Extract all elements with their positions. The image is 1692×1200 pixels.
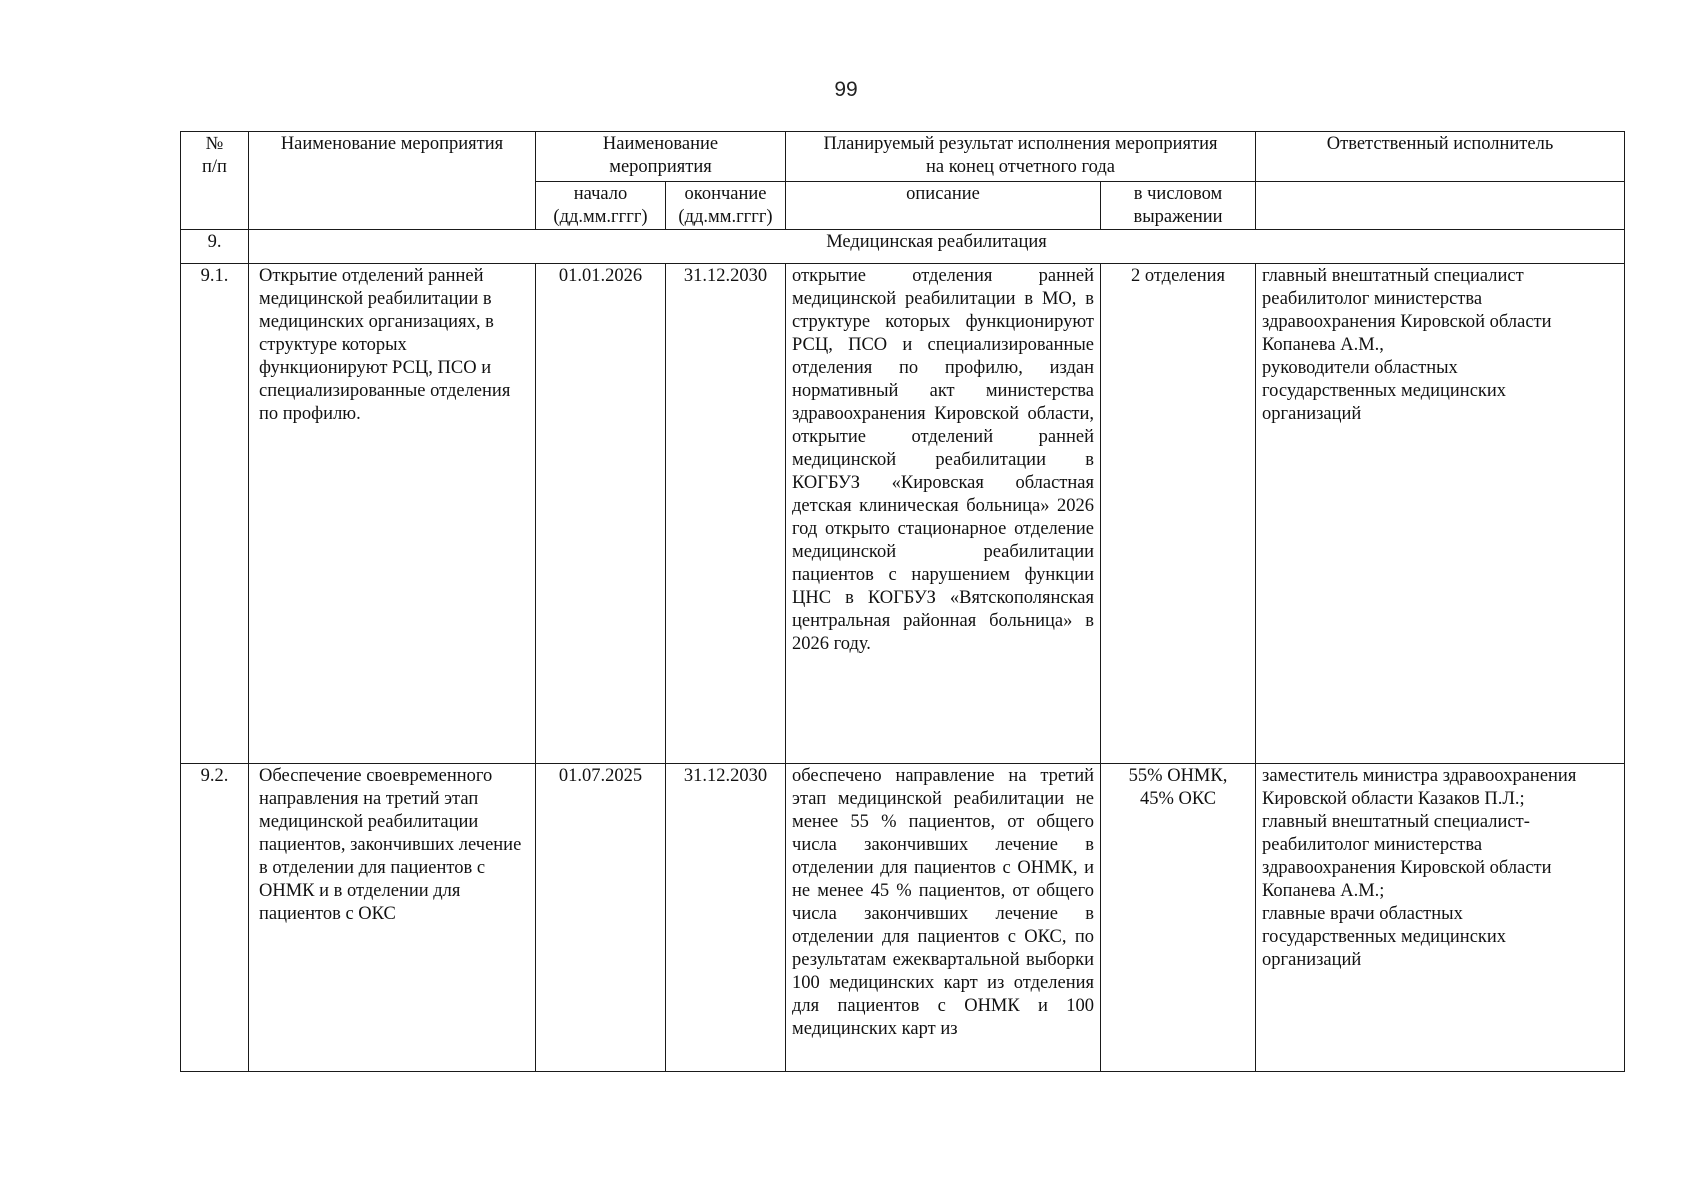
header-event-name: Наименование мероприятия xyxy=(249,132,536,230)
header-result-group: Планируемый результат исполнения мероприятия на конец отчетного года xyxy=(786,132,1256,182)
section-title: Медицинская реабилитация xyxy=(249,230,1625,264)
row-start-date: 01.07.2025 xyxy=(536,764,666,1072)
table-row xyxy=(181,264,1625,764)
row-responsible: главный внештатный специалист реабилитолог министерства здравоохранения Кировской области Копанева А.М., руководители областных государственных медицинских организаций xyxy=(1256,264,1625,764)
header-responsible: Ответственный исполнитель xyxy=(1256,132,1625,182)
row-num: 9.1. xyxy=(181,264,249,764)
header-num: № п/п xyxy=(181,132,249,230)
header-description: описание xyxy=(786,182,1101,230)
row-description: обеспечено направление на третий этап медицинской реабилитации не менее 55 % пациентов, от общего числа закончивших лечение в отделении для пациентов с ОНМК, и не менее 45 % пациентов, от общего числа закончивших лечение в отделении для пациентов с ОКС, по результатам ежеквартальной выборки 100 медицинских карт из отделения для пациентов с ОНМК и 100 медицинских карт из xyxy=(786,764,1101,1072)
header-empty-cell xyxy=(1256,182,1625,230)
row-end-date: 31.12.2030 xyxy=(666,264,786,764)
row-event-name: Обеспечение своевременного направления на третий этап медицинской реабилитации пациентов, закончивших лечение в отделении для пациентов с ОНМК и в отделении для пациентов с ОКС xyxy=(249,764,536,1072)
row-responsible: заместитель министра здравоохранения Кировской области Казаков П.Л.; главный внештатный специалист- реабилитолог министерства здравоохранения Кировской области Копанева А.М.; главные врачи областных государственных медицинских организаций xyxy=(1256,764,1625,1072)
page-number: 99 xyxy=(834,78,858,101)
header-end: окончание (дд.мм.гггг) xyxy=(666,182,786,230)
header-numeric: в числовом выражении xyxy=(1101,182,1256,230)
header-deadline-group: Наименование мероприятия xyxy=(536,132,786,182)
plan-table xyxy=(180,131,1625,1072)
header-row xyxy=(181,132,1625,182)
section-row xyxy=(181,230,1625,264)
row-numeric: 2 отделения xyxy=(1101,264,1256,764)
row-start-date: 01.01.2026 xyxy=(536,264,666,764)
row-num: 9.2. xyxy=(181,764,249,1072)
section-num: 9. xyxy=(181,230,249,264)
row-description: открытие отделения ранней медицинской реабилитации в МО, в структуре которых функционируют РСЦ, ПСО и специализированные отделения по профилю, издан нормативный акт министерства здравоохранения Кировской области, открытие отделений ранней медицинской реабилитации в КОГБУЗ «Кировская областная детская клиническая больница» 2026 год открыто стационарное отделение медицинской реабилитации пациентов с нарушением функции ЦНС в КОГБУЗ «Вятскополянская центральная районная больница» в 2026 году. xyxy=(786,264,1101,764)
row-numeric: 55% ОНМК, 45% ОКС xyxy=(1101,764,1256,1072)
header-start: начало (дд.мм.гггг) xyxy=(536,182,666,230)
row-event-name: Открытие отделений ранней медицинской реабилитации в медицинских организациях, в структуре которых функционируют РСЦ, ПСО и специализированные отделения по профилю. xyxy=(249,264,536,764)
table-row xyxy=(181,764,1625,1072)
row-end-date: 31.12.2030 xyxy=(666,764,786,1072)
